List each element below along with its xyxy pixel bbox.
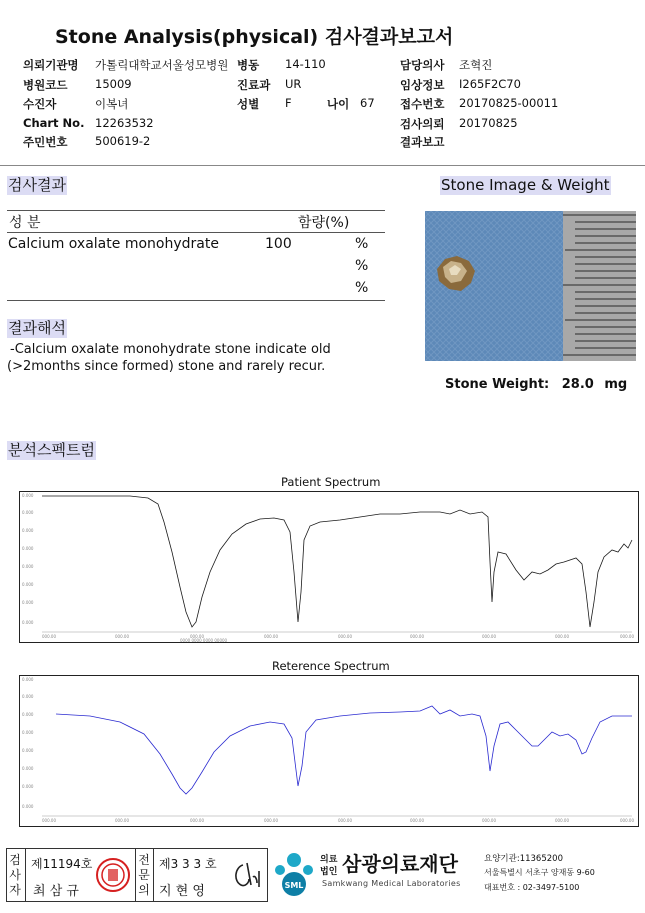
patient-spectrum-plot [20,492,638,642]
component-name: Calcium oxalate monohydrate [8,236,219,252]
interpretation-heading: 결과해석 [8,319,66,337]
age-label: 나이 [327,97,350,111]
reference-spectrum-chart [19,675,639,827]
svg-text:000.00: 000.00 [264,818,278,823]
interpretation-line-1: -Calcium oxalate monohydrate stone indicate old [10,342,331,357]
results-heading: 검사결과 [8,176,66,194]
sml-logo-text: SML [284,881,304,890]
ward-value: 14-110 [285,57,326,71]
report-date-label: 결과보고 [400,135,445,149]
svg-text:000.00: 000.00 [620,634,634,639]
stone-weight-value: 28.0 [561,377,594,392]
svg-text:0.000: 0.000 [22,804,34,809]
svg-text:000.00: 000.00 [620,818,634,823]
svg-text:0.000: 0.000 [22,582,34,587]
svg-text:0.000: 0.000 [22,730,34,735]
lab-code: 요양기관:11365200 [484,854,563,864]
specialist-label: 전문의 [138,853,150,897]
stone-photo-image [425,211,636,361]
patient-spectrum-chart [19,491,639,643]
svg-text:0.000: 0.000 [22,677,34,682]
sex-value: F [285,96,292,110]
clinical-info-value: I265F2C70 [459,77,521,91]
examiner-seal-icon [95,857,131,893]
svg-text:000.00: 000.00 [190,634,204,639]
svg-text:0.000: 0.000 [22,546,34,551]
table-top-rule [7,210,385,211]
interpretation-line-2: (>2months since formed) stone and rarely recur. [7,359,326,374]
svg-text:0.000: 0.000 [22,510,34,515]
chart-no-label: Chart No. [23,116,85,130]
specialist-license-no: 제3 3 3 호 [159,857,217,871]
stone-weight [445,377,627,392]
signature-divider [25,849,26,901]
lab-address: 서울특별시 서초구 양재동 9-60 [484,868,595,877]
lab-name-english: Samkwang Medical Laboratories [322,879,461,888]
content-column-header: 함량(%) [298,215,350,231]
svg-text:000.00: 000.00 [410,634,424,639]
svg-text:0000 0000 0000 00000: 0000 0000 0000 00000 [180,638,228,642]
request-date-value: 20170825 [459,116,518,130]
org-type-line-1: 의료 [320,855,338,865]
svg-text:000.00: 000.00 [555,634,569,639]
component-column-header: 성 분 [9,215,41,231]
svg-text:0.000: 0.000 [22,712,34,717]
patient-spectrum-title: Patient Spectrum [281,475,381,489]
svg-text:000.00: 000.00 [190,818,204,823]
examiner-license-no: 제11194호 [31,857,93,871]
dept-label: 진료과 [237,78,271,92]
svg-text:000.00: 000.00 [115,634,129,639]
table-bottom-rule [7,300,385,301]
svg-text:000.00: 000.00 [264,634,278,639]
svg-text:000.00: 000.00 [42,818,56,823]
receipt-no-label: 접수번호 [400,97,445,111]
age-value: 67 [360,96,375,110]
svg-text:000.00: 000.00 [482,818,496,823]
svg-text:0.000: 0.000 [22,748,34,753]
svg-text:000.00: 000.00 [338,634,352,639]
signature-box [6,848,268,902]
resident-no-label: 주민번호 [23,135,68,149]
institution-label: 의뢰기관명 [23,58,79,72]
svg-text:000.00: 000.00 [555,818,569,823]
component-unit: % [355,236,369,252]
resident-no-value: 500619-2 [95,134,151,148]
spectrum-heading: 분석스펙트럼 [8,441,95,459]
svg-text:0.000: 0.000 [22,528,34,533]
svg-text:0.000: 0.000 [22,766,34,771]
dept-value: UR [285,77,302,91]
hospital-code-value: 15009 [95,77,132,91]
svg-text:000.00: 000.00 [115,818,129,823]
svg-text:000.00: 000.00 [410,818,424,823]
patient-label: 수진자 [23,97,57,111]
sml-logo-icon [272,850,316,898]
request-date-label: 검사의뢰 [400,117,445,131]
examiner-name: 최 삼 규 [33,884,79,899]
hospital-code-label: 병원코드 [23,78,68,92]
lab-name: 삼광의료재단 [342,852,458,876]
report-title: Stone Analysis(physical) 검사결과보고서 [55,26,454,48]
doctor-value: 조혁진 [459,58,493,72]
stone-weight-label: Stone Weight: [445,377,550,392]
svg-text:0.000: 0.000 [22,620,34,625]
lab-phone: 대표번호 : 02-3497-5100 [484,883,580,892]
svg-text:0.000: 0.000 [22,694,34,699]
svg-text:0.000: 0.000 [22,600,34,605]
stone-weight-unit: mg [604,377,628,392]
org-type-line-2: 법인 [320,867,338,877]
reference-spectrum-title: Reterence Spectrum [272,659,390,673]
clinical-info-label: 임상정보 [400,78,445,92]
patient-value: 이복녀 [95,97,129,111]
receipt-no-value: 20170825-00011 [459,96,559,110]
component-amount: 100 [265,236,292,252]
table-header-rule [7,232,385,233]
svg-text:0.000: 0.000 [22,784,34,789]
component-unit: % [355,258,369,274]
specialist-signature-icon [227,857,265,893]
svg-text:000.00: 000.00 [338,818,352,823]
sex-label: 성별 [237,97,260,111]
institution-value: 가톨릭대학교서울성모병원 [95,58,229,72]
chart-no-value: 12263532 [95,116,154,130]
svg-text:000.00: 000.00 [482,634,496,639]
doctor-label: 담당의사 [400,58,445,72]
stone-photo [425,211,636,361]
ward-label: 병동 [237,58,260,72]
svg-text:0.000: 0.000 [22,493,34,498]
component-unit: % [355,280,369,296]
signature-divider [153,849,154,901]
stone-image-heading: Stone Image & Weight [441,176,610,194]
svg-text:0.000: 0.000 [22,564,34,569]
specialist-name: 지 현 영 [159,884,205,899]
header-divider [0,165,645,166]
reference-spectrum-plot [20,676,638,826]
examiner-label: 검사자 [9,853,21,897]
svg-text:000.00: 000.00 [42,634,56,639]
